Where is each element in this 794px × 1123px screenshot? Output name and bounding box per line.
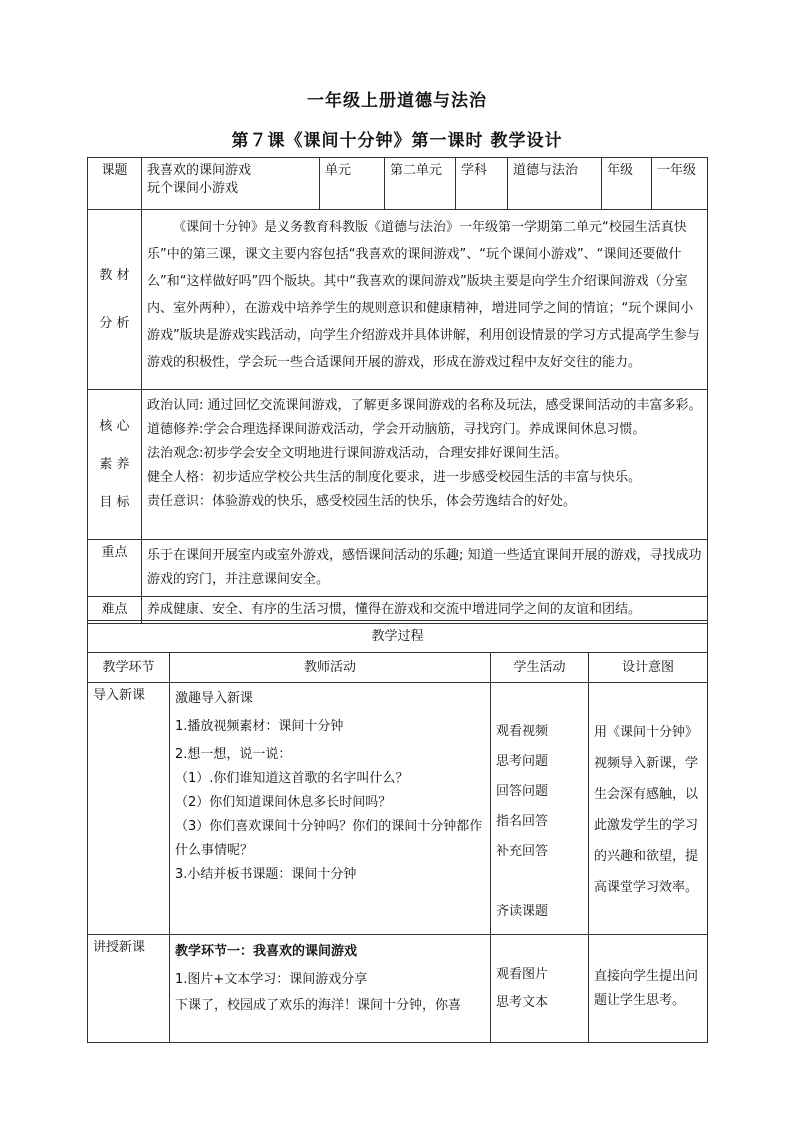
- design-intent: 直接向学生提出问题让学生思考。: [589, 935, 708, 1043]
- grade-label: 年级: [602, 158, 652, 210]
- student-step: 观看视频: [496, 724, 549, 739]
- topic-value: [142, 158, 320, 210]
- goals-label: [88, 390, 142, 540]
- teacher-step: 1.播放视频素材：课间十分钟: [175, 719, 344, 734]
- topic-label: 课题: [88, 158, 142, 210]
- goals-row: [88, 390, 708, 540]
- analysis-label: [88, 210, 142, 390]
- subject-value: 道德与法治: [508, 158, 602, 210]
- lesson-info-table: [87, 157, 708, 624]
- stage-label: 讲授新课: [88, 935, 170, 1043]
- grade-value: 一年级: [652, 158, 708, 210]
- col-stage: 教学环节: [88, 653, 170, 683]
- design-intent: 用《课间十分钟》视频导入新课，学生会深有感触，以此激发学生的学习的兴趣和欲望，提高课堂学习效率。: [589, 683, 708, 935]
- process-row-intro: [88, 683, 708, 935]
- subject-label: 学科: [456, 158, 508, 210]
- goal-item: 政治认同: 通过回忆交流课间游戏，了解更多课间游戏的名称及玩法，感受课间活动的丰富多彩。: [147, 398, 702, 413]
- analysis-label-1: 教 材: [99, 267, 130, 283]
- student-step: 齐读课题: [496, 904, 549, 919]
- topic-line-1: 我喜欢的课间游戏: [147, 163, 252, 178]
- process-header: 教学过程: [88, 621, 708, 653]
- student-activity: [491, 935, 589, 1043]
- key-point-row: [88, 540, 708, 597]
- teacher-activity: [170, 935, 491, 1043]
- teacher-step: （1）.你们谁知道这首歌的名字叫什么？: [175, 771, 409, 786]
- teacher-step: 2.想一想，说一说：: [175, 747, 292, 762]
- unit-label: 单元: [320, 158, 385, 210]
- teacher-step: 1.图片+文本学习：课间游戏分享: [175, 972, 368, 987]
- goal-item: 健全人格：初步适应学校公共生活的制度化要求，进一步感受校园生活的丰富与快乐。: [147, 470, 642, 485]
- process-column-row: [88, 653, 708, 683]
- difficulty-label: 难点: [88, 597, 142, 624]
- goals-label-1: 核 心: [99, 418, 130, 434]
- col-teacher: 教师活动: [170, 653, 491, 683]
- col-student: 学生活动: [491, 653, 589, 683]
- unit-value: 第二单元: [385, 158, 456, 210]
- key-point-text: 乐于在课间开展室内或室外游戏，感悟课间活动的乐趣; 知道一些适宜课间开展的游戏，寻找成功游戏的窍门，并注意课间安全。: [142, 540, 708, 597]
- goal-item: 责任意识：体验游戏的快乐，感受校园生活的快乐，体会劳逸结合的好处。: [147, 494, 577, 509]
- difficulty-text: 养成健康、安全、有序的生活习惯，懂得在游戏和交流中增进同学之间的友谊和团结。: [142, 597, 708, 624]
- process-header-row: [88, 621, 708, 653]
- analysis-text: 《课间十分钟》是义务教育科教版《道德与法治》一年级第一学期第二单元“校园生活真快乐”中的第三课，课文主要内容包括“我喜欢的课间游戏”、“玩个课间小游戏”、“课间还要做什么”和“这样做好吗”四个版块。其中“我喜欢的课间游戏”版块主要是向学生介绍课间游戏（分室内、室外两种），在游戏中培养学生的规则意识和健康精神，增进同学之间的情谊；“玩个课间小游戏”版块是游戏实践活动，向学生介绍游戏并具体讲解，利用创设情景的学习方式提高学生参与游戏的积极性，学会玩一些合适课间开展的游戏，形成在游戏过程中友好交往的能力。: [142, 210, 708, 390]
- student-activity: [491, 683, 589, 935]
- info-row: [88, 158, 708, 210]
- goal-item: 法治观念:初步学会安全文明地进行课间游戏活动，合理安排好课间生活。: [147, 446, 568, 461]
- process-row-new: [88, 935, 708, 1043]
- teacher-step: 3.小结并板书课题：课间十分钟: [175, 867, 357, 882]
- goals-label-3: 目 标: [99, 494, 130, 510]
- student-step: 指名回答: [496, 814, 549, 829]
- student-step: 思考文本: [496, 995, 549, 1010]
- teacher-step: （2）你们知道课间休息多长时间吗？: [175, 795, 392, 810]
- stage-label: 导入新课: [88, 683, 170, 935]
- teacher-step: （3）你们喜欢课间十分钟吗？你们的课间十分钟都作什么事情呢？: [175, 819, 483, 858]
- student-step: 回答问题: [496, 784, 549, 799]
- key-point-label: 重点: [88, 540, 142, 597]
- goals-text: [142, 390, 708, 540]
- student-step: 思考问题: [496, 754, 549, 769]
- student-step: 补充回答: [496, 844, 549, 859]
- topic-line-2: 玩个课间小游戏: [147, 181, 239, 196]
- student-step: 观看图片: [496, 967, 549, 982]
- analysis-row: [88, 210, 708, 390]
- document-title: 一年级上册道德与法治: [307, 91, 487, 111]
- teaching-process-table: [87, 620, 708, 1043]
- col-intent: 设计意图: [589, 653, 708, 683]
- teacher-step: 下课了，校园成了欢乐的海洋！课间十分钟，你喜: [175, 998, 462, 1013]
- teacher-step: 教学环节一：我喜欢的课间游戏: [175, 944, 358, 959]
- teacher-step: 激趣导入新课: [175, 691, 254, 706]
- document-subtitle: 第７课《课间十分钟》第一课时 教学设计: [231, 131, 563, 151]
- goals-label-2: 素 养: [99, 456, 130, 472]
- teacher-activity: [170, 683, 491, 935]
- analysis-label-2: 分 析: [99, 315, 130, 331]
- goal-item: 道德修养:学会合理选择课间游戏活动，学会开动脑筋，寻找窍门。养成课间休息习惯。: [147, 422, 646, 437]
